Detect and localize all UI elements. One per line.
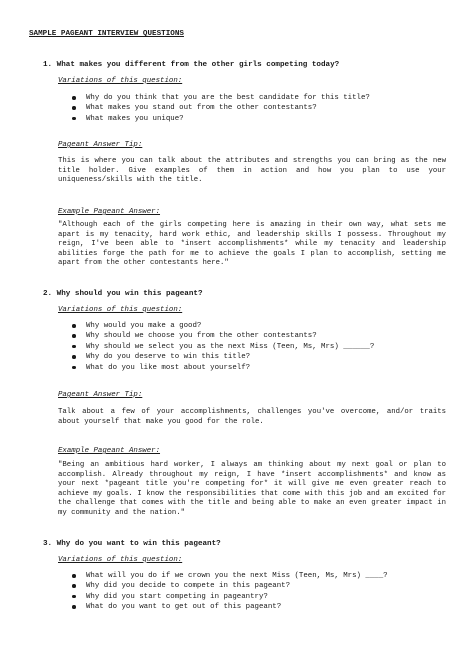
list-item: What will you do if we crown you the next Miss (Teen, Ms, Mrs) ____?	[72, 571, 388, 581]
bullet-icon	[72, 366, 76, 370]
bullet-icon	[72, 96, 76, 100]
list-item: Why would you make a good?	[72, 321, 374, 331]
list-item: What do you want to get out of this pageant?	[72, 602, 388, 612]
bullet-icon	[72, 605, 76, 609]
tip-paragraph-2: Talk about a few of your accomplishments, challenges you've overcome, and/or traits about yourself that make you good for the role.	[58, 408, 446, 426]
list-item: Why should we select you as the next Miss (Teen, Ms, Mrs) ______?	[72, 342, 374, 352]
example-paragraph-1: "Although each of the girls competing here is amazing in their own way, what sets me apart is my tenacity, hard work ethic, and leadership skills I possess. Throughout my reign, I've been able to *insert accomplishments* while my tenacity and leadership abilities forge the path for me to achieve the goals I plan to accomplish, setting me apart from the other contestants here."	[58, 221, 446, 268]
variations-label-1: Variations of this question:	[58, 77, 183, 85]
variations-list-3	[72, 571, 388, 613]
example-label-1: Example Pageant Answer:	[58, 208, 161, 216]
variations-label-3: Variations of this question:	[58, 556, 183, 564]
bullet-icon	[72, 106, 76, 110]
document-title: SAMPLE PAGEANT INTERVIEW QUESTIONS	[29, 30, 184, 38]
bullet-icon	[72, 117, 76, 121]
tip-paragraph-1: This is where you can talk about the attributes and strengths you can bring as the new title holder. Give examples of them in action and how you plan to use your uniqueness/skills with the title.	[58, 157, 446, 185]
variations-list-2	[72, 321, 374, 373]
bullet-icon	[72, 584, 76, 588]
tip-label-1: Pageant Answer Tip:	[58, 141, 143, 149]
question-1: 1. What makes you different from the other girls competing today?	[43, 61, 340, 69]
bullet-icon	[72, 345, 76, 349]
list-item: What makes you stand out from the other contestants?	[72, 103, 370, 113]
list-item: Why do you think that you are the best candidate for this title?	[72, 93, 370, 103]
list-item: What do you like most about yourself?	[72, 363, 374, 373]
tip-label-2: Pageant Answer Tip:	[58, 391, 143, 399]
list-item: Why do you deserve to win this title?	[72, 352, 374, 362]
bullet-icon	[72, 324, 76, 328]
bullet-icon	[72, 595, 76, 599]
list-item: Why should we choose you from the other contestants?	[72, 331, 374, 341]
list-item: What makes you unique?	[72, 114, 370, 124]
list-item: Why did you decide to compete in this pageant?	[72, 581, 388, 591]
question-2: 2. Why should you win this pageant?	[43, 290, 203, 298]
example-paragraph-2: "Being an ambitious hard worker, I always am thinking about my next goal or plan to accomplish. Already throughout my reign, I have *insert accomplishments* and know as your next *pageant title you're competing for* it will give me even greater reach to achieve my goals. I know the responsibilities that come with this job and am excited for the challenge that comes with the title and being able to make an even greater impact in my community and the nation."	[58, 461, 446, 517]
variations-label-2: Variations of this question:	[58, 306, 183, 314]
variations-list-1	[72, 93, 370, 124]
example-label-2: Example Pageant Answer:	[58, 447, 161, 455]
bullet-icon	[72, 574, 76, 578]
list-item: Why did you start competing in pageantry?	[72, 592, 388, 602]
bullet-icon	[72, 334, 76, 338]
question-3: 3. Why do you want to win this pageant?	[43, 540, 221, 548]
bullet-icon	[72, 355, 76, 359]
